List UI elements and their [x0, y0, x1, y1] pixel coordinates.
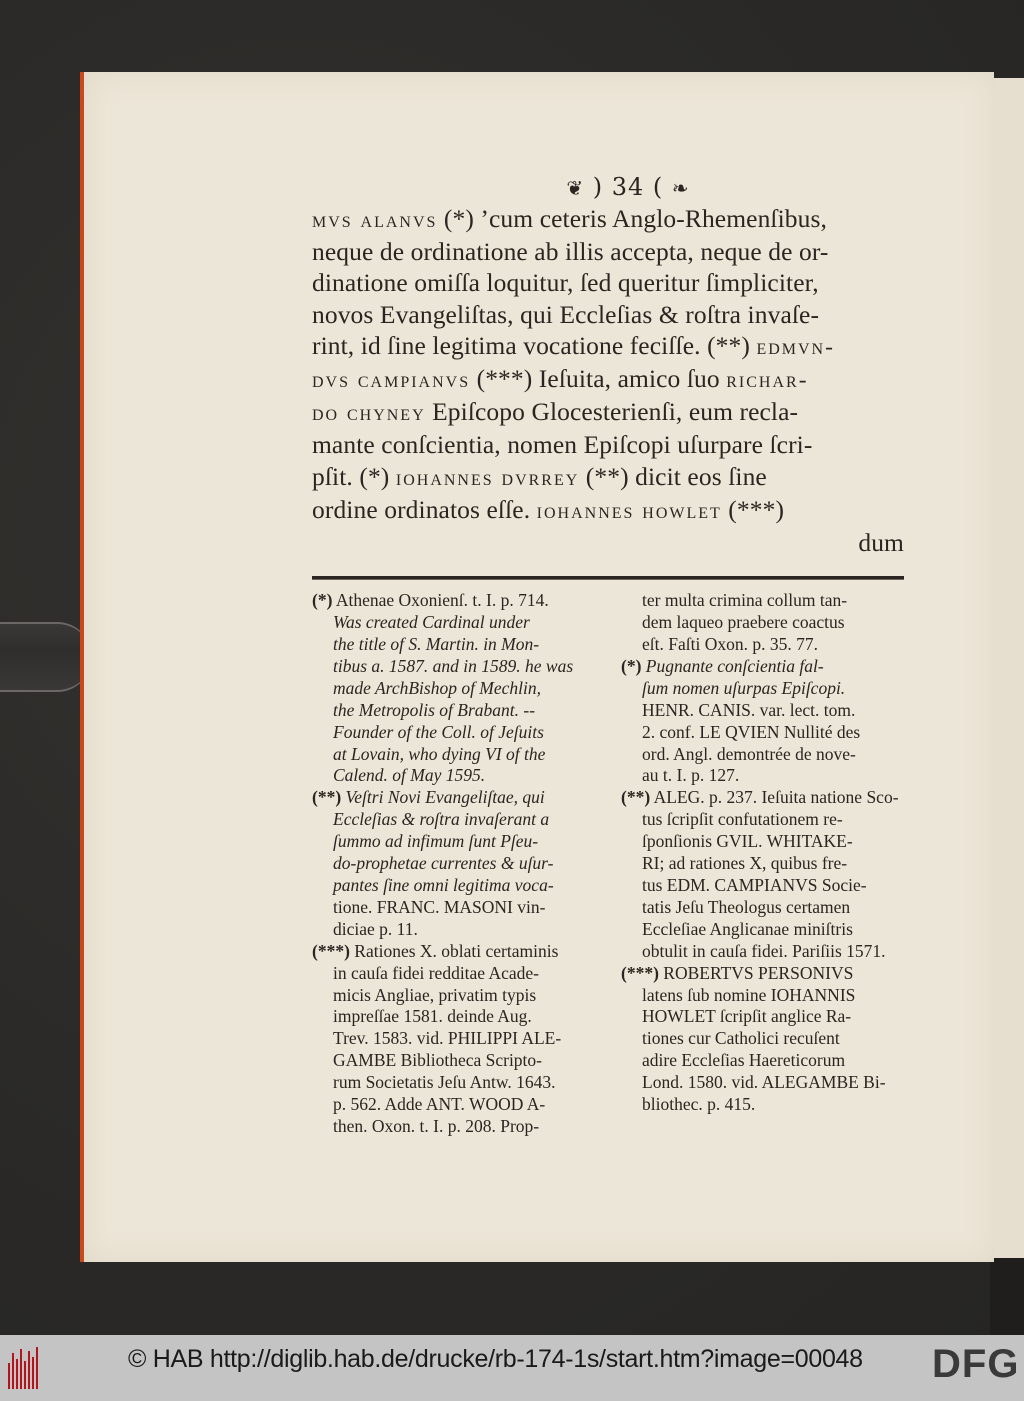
footnotes — [312, 590, 904, 1138]
footnote: (**) Veſtri Novi Evangeliſtae, qui Eccleſias & roſtra invaſerant a ſummo ad infimum ſunt Pſeu- do-prophetae currentes & uſur- pantes ſine omni legitima voca- tione. FRANC. MASONI vin- diciae p. 11. — [312, 787, 554, 939]
page-number: ) 34 ( — [592, 173, 664, 201]
text-line: dvs campianvs (***) Ieſuita, amico ſuo richar- — [312, 364, 809, 394]
bookmark-ribbon — [0, 622, 92, 692]
footnote: (***) ROBERTVS PERSONIVS latens ſub nomine IOHANNIS HOWLET ſcripſit anglice Ra- tiones cur Catholici recuſent adire Eccleſias Haereticorum Lond. 1580. vid. ALEGAMBE Bi- bliothec. p. 415. — [621, 962, 886, 1115]
footnote: (*) Pugnante conſcientia fal- ſum nomen uſurpas Epiſcopi. HENR. CANIS. var. lect. tom. 2. conf. LE QVIEN Nullité des ord. Angl. demontrée de nove- au t. I. p. 127. — [621, 655, 861, 786]
hab-logo-icon — [8, 1347, 38, 1389]
fleuron-right-icon: ❧ — [671, 176, 690, 200]
page-content — [312, 172, 904, 1138]
dfg-logo: DFG — [932, 1342, 1020, 1386]
copyright-link[interactable]: © HAB http://diglib.hab.de/drucke/rb-174-1s/start.htm?image=00048 — [128, 1345, 863, 1373]
text-line: mvs alanvs (*) ’cum ceteris Anglo-Rhemenſibus, — [312, 204, 827, 233]
text-line: dinatione omiſſa loquitur, ſed queritur ſimpliciter, — [312, 268, 819, 298]
text-line: pſit. (*) iohannes dvrrey (**) dicit eos ſine — [312, 461, 767, 491]
adjacent-page-shadow — [990, 1258, 1024, 1335]
fleuron-left-icon: ❦ — [566, 176, 585, 200]
footnote: (*) Athenae Oxonienſ. t. I. p. 714. Was created Cardinal under the title of S. Martin. in Mon- tibus a. 1587. and in 1589. he was made ArchBishop of Mechlin, the Metropolis of Brabant. -- Founder of the Coll. of Jeſuits at Lovain, who dying VI of the Calend. of May 1595. — [312, 590, 574, 786]
text-line: do chyney Epiſcopo Glocesterienſi, eum recla- — [312, 397, 799, 427]
footnotes-right-column — [621, 590, 904, 1138]
footnotes-left-column — [312, 590, 608, 1138]
text-line: novos Evangeliſtas, qui Eccleſias & roſtra invaſe- — [312, 299, 820, 329]
adjacent-page-edge — [990, 78, 1024, 1258]
main-text — [312, 203, 904, 558]
footnote-rule — [312, 576, 904, 580]
text-line: neque de ordinatione ab illis accepta, neque de or- — [312, 237, 829, 267]
footnote-continuation: ter multa crimina collum tan- dem laqueo praebere coactus eſt. Faſti Oxon. p. 35. 77. — [642, 590, 848, 655]
text-line: mante conſcientia, nomen Epiſcopi uſurpare ſcri- — [312, 430, 813, 460]
text-line: rint, id ſine legitima vocatione feciſſe. (**) edmvn- — [312, 330, 835, 360]
catchword: dum — [858, 528, 904, 558]
text-line: ordine ordinatos eſſe. iohannes howlet (***) — [312, 494, 785, 524]
footnote: (***) Rationes X. oblati certaminis in cauſa fidei redditae Acade- micis Angliae, privatim typis impreſſae 1581. deinde Aug. Trev. 1583. vid. PHILIPPI ALE- GAMBE Bibliotheca Scripto- rum Societatis Jeſu Antw. 1643. p. 562. Adde ANT. WOOD A- then. Oxon. t. I. p. 208. Prop- — [312, 940, 562, 1136]
running-head — [352, 172, 904, 203]
footnote: (**) ALEG. p. 237. Ieſuita natione Sco- tus ſcripſit confutationem re- ſponſionis GVIL. WHITAKE- RI; ad rationes X, quibus fre- tus EDM. CAMPIANVS Socie- tatis Jeſu Theologus certamen Eccleſiae Anglicanae miniſtris obtulit in cauſa fidei. Pariſiis 1571. — [621, 787, 899, 961]
